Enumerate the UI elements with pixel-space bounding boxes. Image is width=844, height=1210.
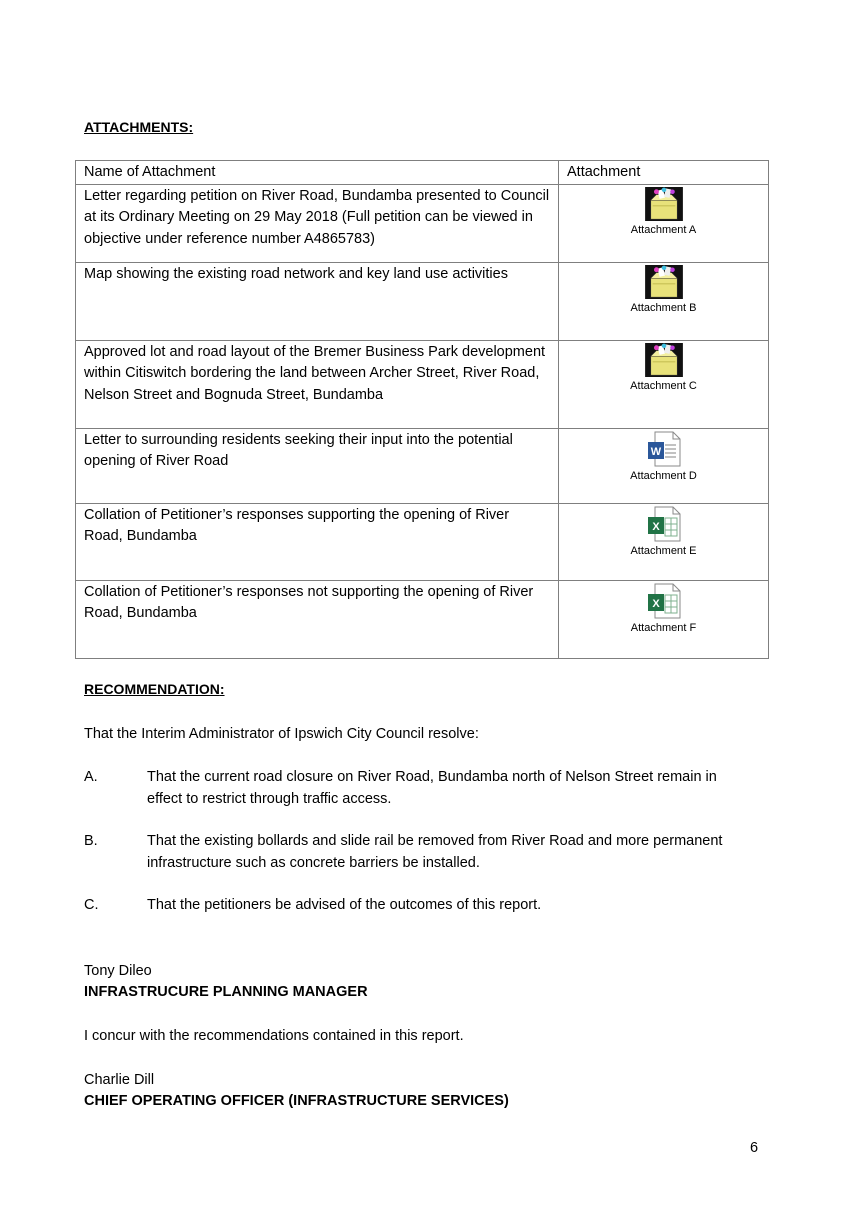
package-icon[interactable]: [645, 187, 683, 221]
recommendation-letter: A.: [84, 769, 98, 785]
attachment-cell[interactable]: [559, 580, 769, 658]
attachment-label[interactable]: Attachment D: [630, 469, 697, 482]
recommendation-letter: B.: [84, 833, 98, 849]
table-row: [76, 580, 769, 658]
attachment-name: Approved lot and road layout of the Bremer Business Park development within Citiswitch bordering the land between Archer Street, River Road, Nelson Street and Bognuda Street, Bundamba: [76, 340, 559, 428]
recommendation-text: That the existing bollards and slide rail be removed from River Road and more permanent infrastructure such as concrete barriers be installed.: [147, 833, 723, 871]
table-row: [76, 340, 769, 428]
table-row: [76, 262, 769, 340]
attachment-cell[interactable]: [559, 428, 769, 503]
recommendation-text: That the petitioners be advised of the outcomes of this report.: [147, 897, 542, 913]
signatory-name: Charlie Dill: [84, 1072, 155, 1088]
concur-statement: I concur with the recommendations contained in this report.: [84, 1028, 464, 1044]
attachment-label[interactable]: Attachment E: [630, 544, 697, 557]
attachment-cell[interactable]: [559, 503, 769, 580]
signatory-name: Tony Dileo: [84, 963, 152, 979]
table-row: [76, 503, 769, 580]
attachment-cell[interactable]: [559, 340, 769, 428]
recommendation-intro: That the Interim Administrator of Ipswich City Council resolve:: [84, 726, 479, 742]
signatory-title: CHIEF OPERATING OFFICER (INFRASTRUCTURE SERVICES): [84, 1093, 509, 1109]
recommendation-heading: RECOMMENDATION:: [84, 681, 225, 697]
attachment-label[interactable]: Attachment C: [630, 379, 697, 392]
attachment-label[interactable]: Attachment A: [630, 223, 697, 236]
attachment-name: Collation of Petitioner’s responses not supporting the opening of River Road, Bundamba: [76, 580, 559, 658]
attachment-name: Collation of Petitioner’s responses supporting the opening of River Road, Bundamba: [76, 503, 559, 580]
table-row: [76, 184, 769, 262]
table-row: [76, 428, 769, 503]
header-attachment: Attachment: [559, 161, 769, 185]
excel-sheet-icon[interactable]: [647, 506, 681, 542]
page-number: 6: [750, 1140, 759, 1156]
attachment-label[interactable]: Attachment B: [630, 301, 697, 314]
recommendation-text: That the current road closure on River Road, Bundamba north of Nelson Street remain in effect to restrict through traffic access.: [147, 769, 717, 807]
recommendation-letter: C.: [84, 897, 99, 913]
package-icon[interactable]: [645, 265, 683, 299]
attachment-name: Map showing the existing road network and key land use activities: [76, 262, 559, 340]
attachment-cell[interactable]: [559, 262, 769, 340]
attachments-table: [75, 160, 769, 659]
package-icon[interactable]: [645, 343, 683, 377]
attachments-heading: ATTACHMENTS:: [84, 119, 194, 135]
excel-sheet-icon[interactable]: [647, 583, 681, 619]
table-header-row: [76, 161, 769, 185]
attachment-name: Letter regarding petition on River Road, Bundamba presented to Council at its Ordinary Meeting on 29 May 2018 (Full petition can be viewed in objective under reference number A4865783): [76, 184, 559, 262]
attachment-name: Letter to surrounding residents seeking their input into the potential opening of River Road: [76, 428, 559, 503]
signatory-title: INFRASTRUCURE PLANNING MANAGER: [84, 984, 368, 1000]
header-name-of-attachment: Name of Attachment: [76, 161, 559, 185]
attachment-cell[interactable]: [559, 184, 769, 262]
attachment-label[interactable]: Attachment F: [630, 621, 697, 634]
word-doc-icon[interactable]: [647, 431, 681, 467]
